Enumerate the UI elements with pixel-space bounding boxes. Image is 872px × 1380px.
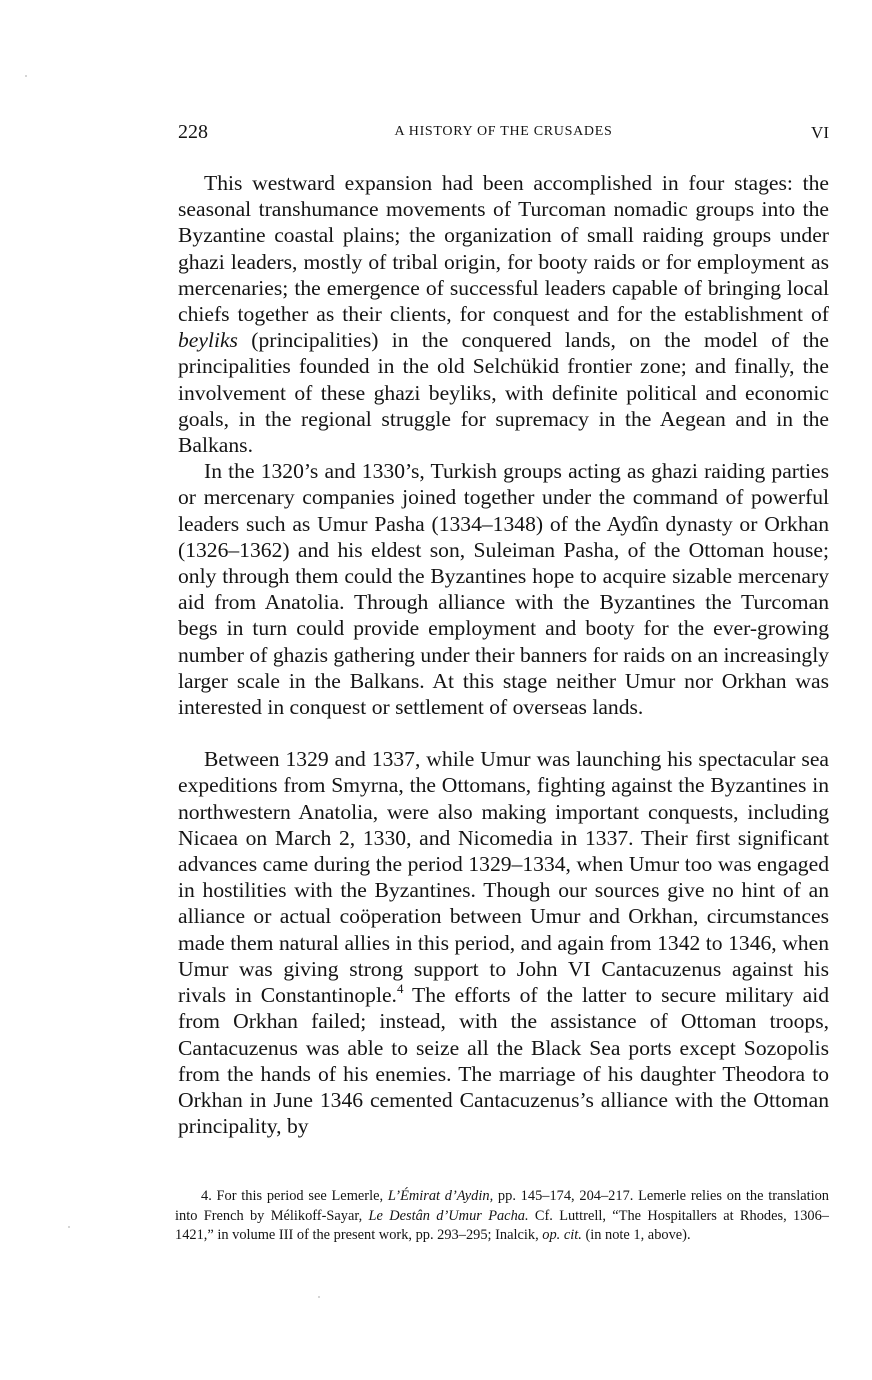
paragraph-mercenaries: In the 1320’s and 1330’s, Turkish groups acting as ghazi raiding parties or mercenary companies joined together under the command of powerful leaders such as Umur Pasha (1334–1348) of the Aydîn dynasty or Orkhan (1326–1362) and his eldest son, Suleiman Pasha, of the Ottoman house; only through them could the Byzantines hope to acquire sizable mercenary aid from Anatolia. Through alliance with the Byzantines the Turcoman begs in turn could provide employment and booty for the ever-growing number of ghazis gathering under their banners for raids on an increasingly larger scale in the Balkans. At this stage neither Umur nor Orkhan was interested in conquest or settlement of overseas lands. [178,459,829,720]
paragraph-stages-text-a: This westward expansion had been accomplished in four stages: the seasonal transhumance movements of Turcoman nomadic groups into the Byzantine coastal plains; the organization of small raiding groups under ghazi leaders, mostly of tribal origin, for booty raids or for employment as mercenaries; the emergence of successful leaders capable of bringing local chiefs together as their clients, for conquest and for the establishment of [178,171,829,327]
footnote-4-mid-2: Cf. Luttrell, “The Hospitallers at Rhodes, 1306–1421,” in volume III of the present work, pp. 293–295; Inalcik, [175,1207,829,1244]
part-number: VI [811,123,829,142]
footnote-4-lead: 4. For this period see Lemerle, [201,1188,388,1204]
page-number: 228 [178,121,208,143]
paragraph-stages [178,170,829,458]
beyliks-term: beyliks [178,328,238,353]
footnote-4-mid-1: pp. 145–174, 204–217. Lemerle relies on the translation into French by Mélikoff-Sayar, [175,1188,829,1224]
footnotes [175,1187,829,1246]
paragraph-stages-text-b: (principalities) in the conquered lands, on the model of the principalities founded in the old Selchükid frontier zone; and finally, the involvement of these ghazi beyliks, with definite political and economic goals, in the regional struggle for supremacy in the Aegean and in the Balkans. [178,328,829,458]
paragraph-conquests-text-a: Between 1329 and 1337, while Umur was launching his spectacular sea expeditions from Smyrna, the Ottomans, fighting against the Byzantines in northwestern Anatolia, were also making important conquests, including Nicaea on March 2, 1330, and Nicomedia in 1337. Their first significant advances came during the period 1329–1334, when Umur too was engaged in hostilities with the Byzantines. Though our sources give no hint of an alliance or actual coöperation between Umur and Orkhan, circumstances made them natural allies in this period, and again from 1342 to 1346, when Umur was giving strong support to John VI Cantacuzenus against his rivals in Constantinople. [178,747,829,1008]
footnote-work-emirat: L’Émirat d’Aydin, [387,1188,494,1204]
running-head [178,121,829,147]
footnote-4 [175,1187,829,1246]
paragraph-conquests [178,746,829,1139]
footnote-reference[interactable]: 4 [396,981,404,997]
scan-speck [25,75,27,77]
footnote-4-tail: (in note 1, above). [581,1227,691,1244]
scan-speck [68,1226,70,1228]
footnote-op-cit: op. cit. [542,1227,582,1244]
running-head-title: A HISTORY OF THE CRUSADES [394,124,613,139]
body-text [178,170,829,1139]
footnote-work-destan: Le Destân d’Umur Pacha. [368,1207,529,1224]
scan-speck [318,1296,320,1298]
paragraph-conquests-text-b: The efforts of the latter to secure military aid from Orkhan failed; instead, with the assistance of Ottoman troops, Cantacuzenus was able to seize all the Black Sea ports except Sozopolis from the hands of his enemies. The marriage of his daughter Theodora to Orkhan in June 1346 cemented Cantacuzenus’s alliance with the Ottoman principality, by [178,983,829,1139]
